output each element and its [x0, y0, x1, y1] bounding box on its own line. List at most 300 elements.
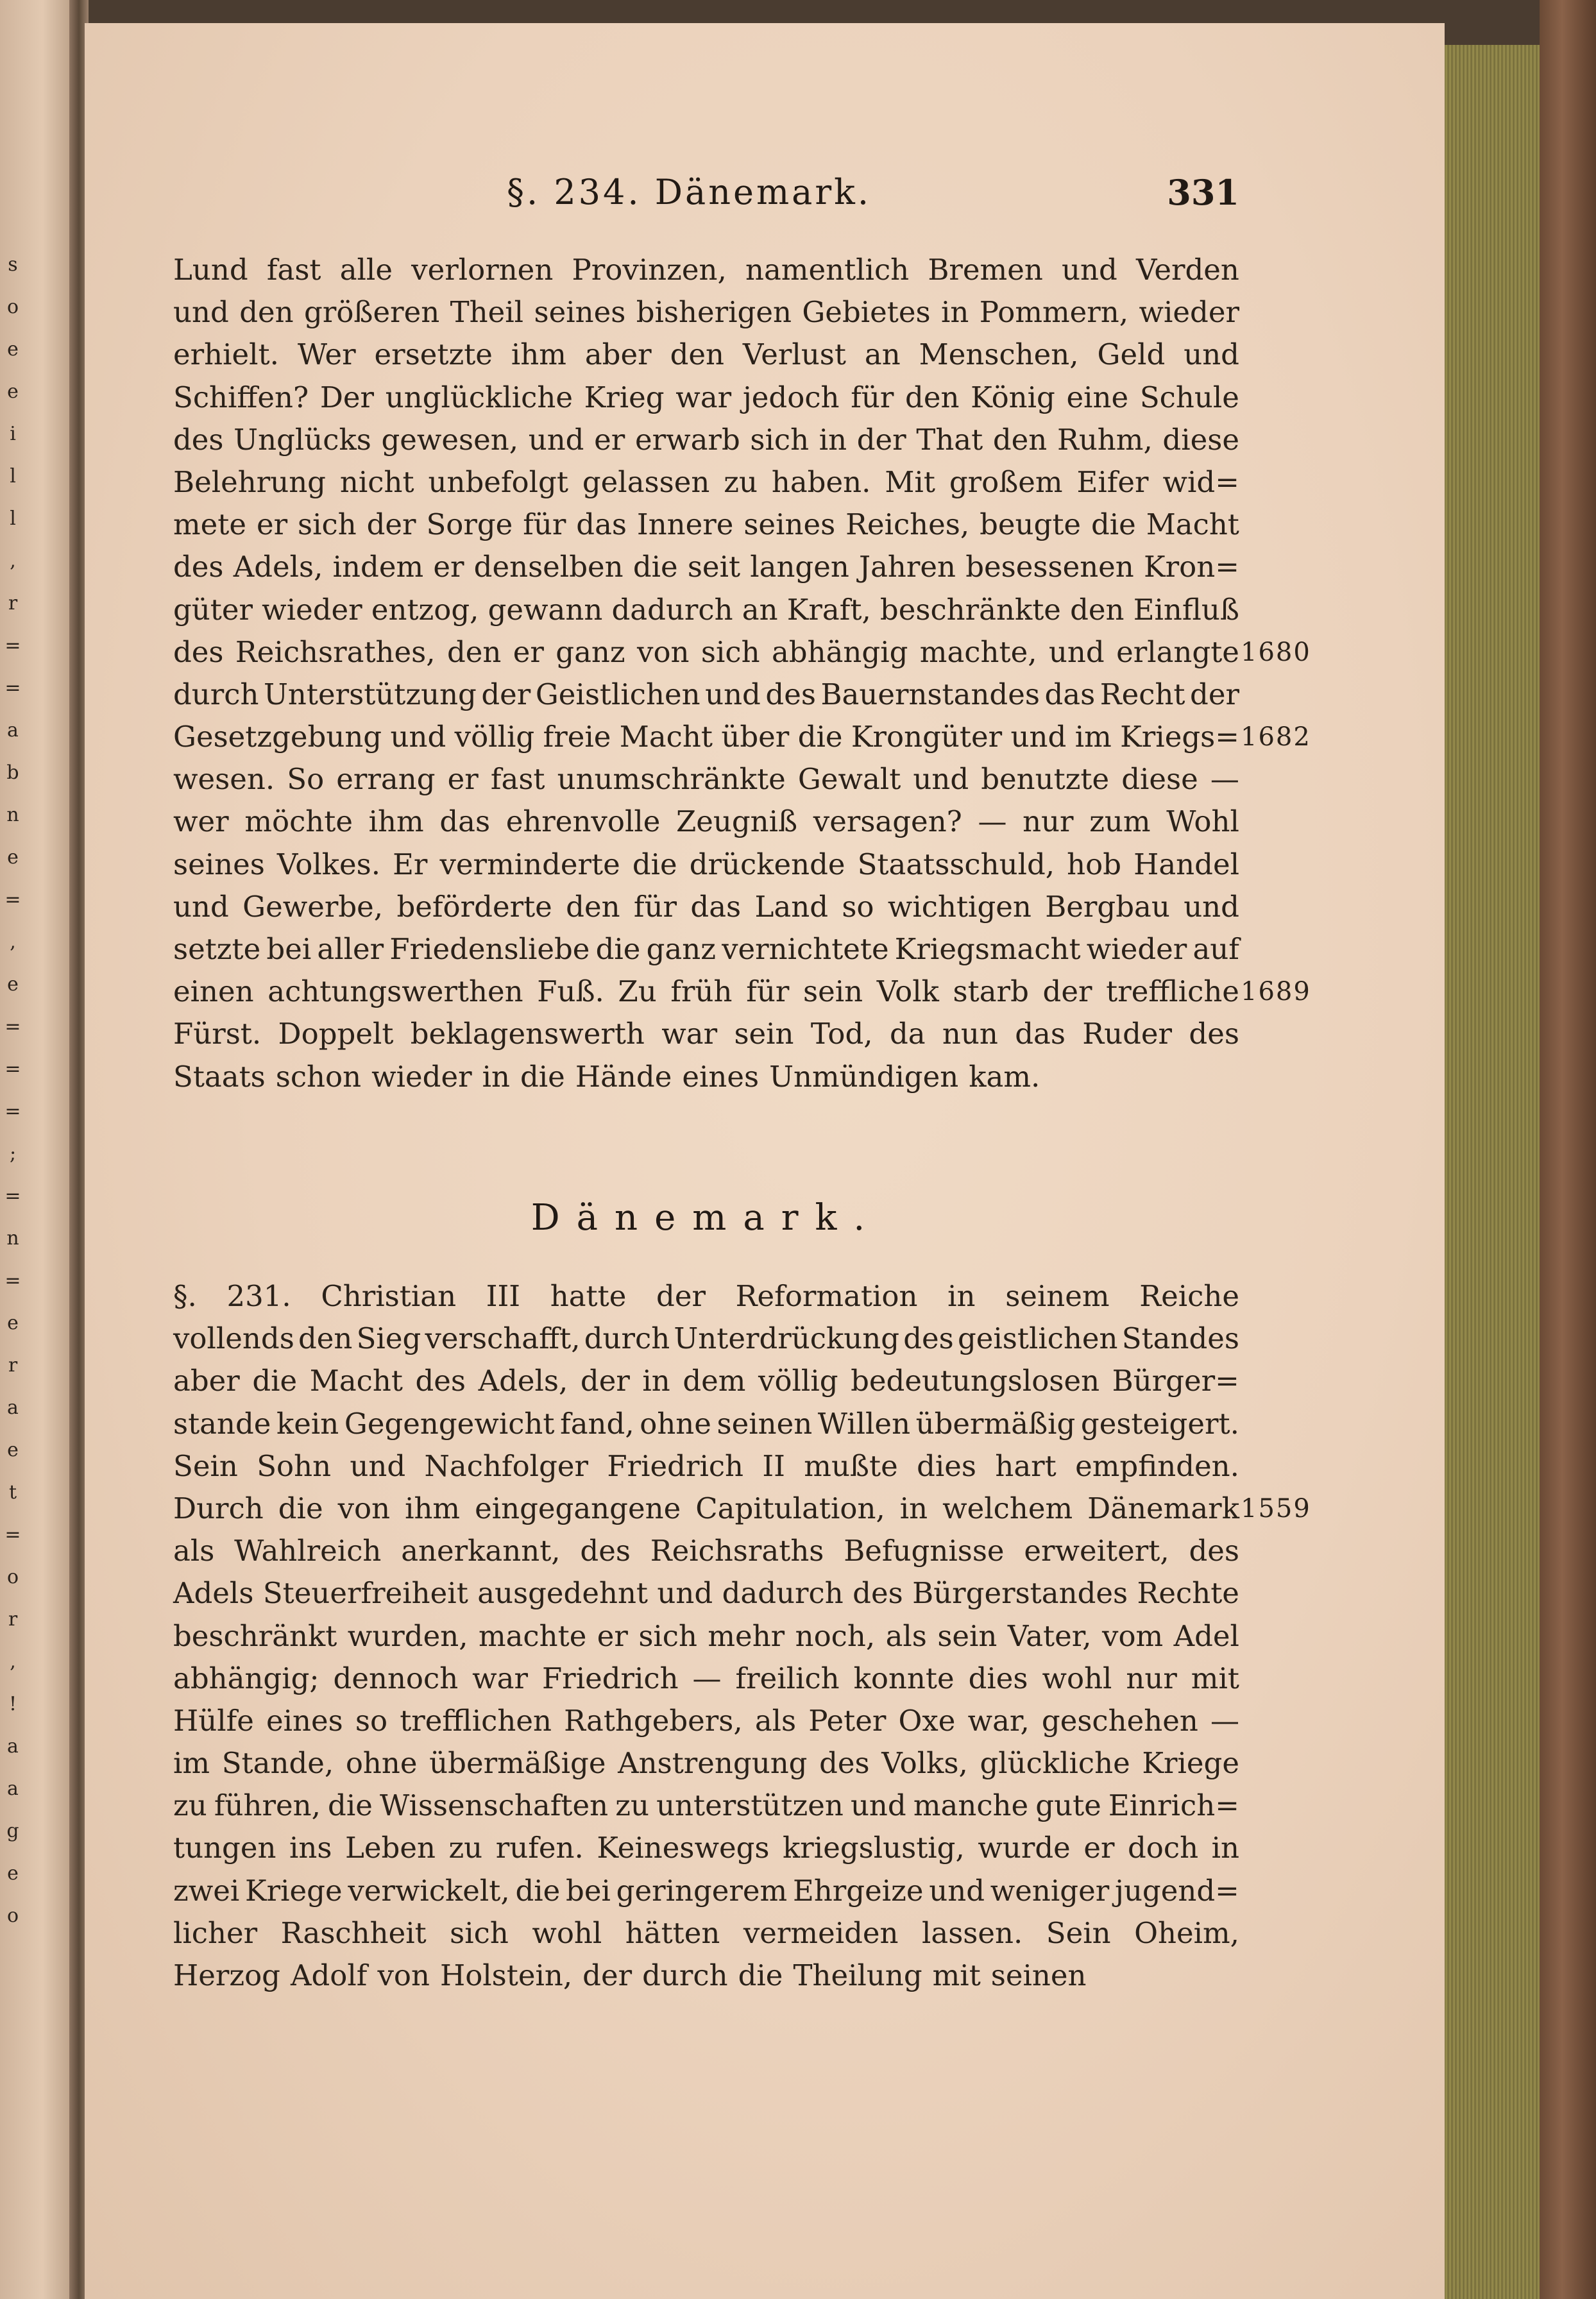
- previous-page-letter: l: [10, 465, 16, 488]
- word: ihm: [511, 337, 566, 372]
- word: II: [762, 1448, 785, 1483]
- word: und: [1062, 253, 1117, 287]
- word: mit: [932, 1958, 981, 1992]
- word: den: [992, 422, 1048, 457]
- word: für: [633, 889, 677, 924]
- word: durch: [642, 1958, 728, 1992]
- word: Doppelt: [278, 1017, 394, 1051]
- word: Bauernstandes: [820, 677, 1040, 711]
- word: der: [1042, 974, 1092, 1009]
- previous-page-letter: t: [8, 1481, 17, 1504]
- word: Ehrgeize: [792, 1873, 924, 1908]
- word: der: [656, 1279, 706, 1313]
- word: der: [481, 677, 531, 711]
- word: er: [513, 634, 544, 669]
- word: eines: [682, 1059, 760, 1094]
- word: —: [692, 1661, 722, 1695]
- word: Reiches,: [845, 507, 970, 542]
- word: er: [1083, 1831, 1115, 1865]
- previous-page-letter: a: [7, 1777, 19, 1800]
- word: in: [482, 1059, 510, 1094]
- word: langen: [750, 550, 849, 584]
- word: namentlich: [745, 253, 910, 287]
- word: gute: [1035, 1788, 1101, 1823]
- word: Zeugniß: [676, 804, 798, 839]
- word: mußte: [804, 1448, 898, 1483]
- word: geschehen: [1041, 1703, 1198, 1738]
- word: Willen: [817, 1406, 911, 1441]
- word: wieder: [1139, 295, 1239, 330]
- word: —: [1210, 1703, 1239, 1738]
- word: der: [366, 507, 416, 542]
- word: seines: [173, 847, 265, 881]
- word: war: [675, 380, 732, 414]
- text-line: [173, 504, 1239, 546]
- previous-page-letter: =: [4, 1058, 21, 1080]
- word: da: [889, 1017, 926, 1051]
- word: so: [355, 1703, 388, 1738]
- previous-page-letter: o: [6, 1905, 19, 1927]
- word: geringerem: [616, 1873, 788, 1908]
- word: Oxe: [898, 1703, 956, 1738]
- word: des: [1189, 1534, 1239, 1568]
- margin-year-note: 1689: [1241, 977, 1311, 1007]
- word: Mit: [885, 464, 935, 499]
- text-line: [173, 758, 1239, 801]
- word: doch: [1128, 1831, 1199, 1865]
- word: sich: [638, 1618, 697, 1653]
- word: völlig: [758, 1364, 838, 1398]
- word: des: [415, 1364, 466, 1398]
- word: den: [670, 337, 724, 372]
- word: diese: [1162, 422, 1239, 457]
- word: Eifer: [1076, 464, 1149, 499]
- text-line: [173, 1785, 1239, 1827]
- running-header-title: §. 234. Dänemark.: [507, 172, 872, 212]
- word: seines: [534, 295, 626, 330]
- text-line: [173, 419, 1239, 461]
- previous-page-letter: e: [7, 846, 19, 869]
- previous-page-letters: [0, 244, 26, 1937]
- word: Friedrich: [607, 1448, 744, 1483]
- word: nicht: [339, 464, 414, 499]
- word: ganz: [556, 634, 625, 669]
- text-line: [173, 631, 1311, 674]
- word: Unglücks: [233, 422, 371, 457]
- word: Schule: [1139, 380, 1239, 414]
- previous-page-letter: =: [4, 1100, 21, 1123]
- word: des: [173, 550, 224, 584]
- word: und: [350, 1448, 406, 1483]
- word: Provinzen,: [572, 253, 727, 287]
- word: verminderte: [439, 847, 620, 881]
- previous-page-letter: =: [4, 1015, 21, 1038]
- word: Keineswegs: [597, 1831, 770, 1865]
- word: Macht: [309, 1364, 403, 1398]
- word: mehr: [708, 1618, 785, 1653]
- text-line: [173, 716, 1311, 758]
- word: seinen: [990, 1958, 1087, 1992]
- word: Der: [319, 380, 375, 414]
- word: und: [850, 1788, 906, 1823]
- word: Kron=: [1143, 550, 1239, 584]
- word: das: [439, 804, 491, 839]
- text-line: [173, 461, 1239, 504]
- word: die: [1091, 507, 1136, 542]
- word: des: [903, 1321, 954, 1356]
- word: güter: [173, 592, 253, 627]
- word: dies: [968, 1661, 1028, 1695]
- text-line: [173, 1700, 1239, 1742]
- word: an: [864, 337, 901, 372]
- word: und: [913, 762, 969, 797]
- word: Recht: [1099, 677, 1185, 711]
- word: in: [1211, 1831, 1239, 1865]
- word: ohne: [345, 1746, 418, 1781]
- word: Innere: [636, 507, 734, 542]
- word: auf: [1193, 932, 1239, 966]
- word: an: [742, 592, 778, 627]
- word: Steuerfreiheit: [262, 1576, 468, 1611]
- word: er: [594, 422, 625, 457]
- word: und: [657, 1576, 713, 1611]
- word: den: [298, 1321, 353, 1356]
- word: und: [528, 422, 584, 457]
- previous-page-letter: ,: [10, 931, 16, 953]
- word: kein: [276, 1406, 339, 1441]
- word: wurde: [978, 1831, 1071, 1865]
- word: der: [582, 1958, 632, 1992]
- word: dadurch: [611, 592, 733, 627]
- word: Gebietes: [802, 295, 931, 330]
- previous-page-letter: n: [6, 1227, 19, 1250]
- word: wid=: [1162, 464, 1239, 499]
- word: Tod,: [810, 1017, 873, 1051]
- word: Christian: [321, 1279, 457, 1313]
- word: geistlichen: [957, 1321, 1118, 1356]
- word: aller: [317, 932, 384, 966]
- previous-page-letter: =: [4, 1185, 21, 1207]
- word: beschränkte: [879, 592, 1061, 627]
- word: Verden: [1135, 253, 1239, 287]
- word: die: [520, 1059, 565, 1094]
- word: im: [1074, 720, 1112, 754]
- word: treffliche: [1106, 974, 1239, 1009]
- word: Befugnisse: [844, 1534, 1005, 1568]
- word: kam.: [969, 1059, 1040, 1094]
- word: Adel: [1173, 1618, 1239, 1653]
- word: Sieg: [356, 1321, 421, 1356]
- word: Staatsschuld,: [857, 847, 1055, 881]
- word: er: [433, 550, 464, 584]
- word: und: [929, 1873, 985, 1908]
- word: die: [515, 1873, 561, 1908]
- previous-page-letter: e: [7, 1312, 19, 1334]
- word: tungen: [173, 1831, 276, 1865]
- word: Pommern,: [979, 295, 1129, 330]
- word: seit: [687, 550, 741, 584]
- word: die: [328, 1788, 373, 1823]
- word: gewesen,: [381, 422, 519, 457]
- word: den: [905, 380, 960, 414]
- word: —: [978, 804, 1007, 839]
- word: Holstein,: [439, 1958, 573, 1992]
- word: glückliche: [980, 1746, 1130, 1781]
- word: seines: [743, 507, 836, 542]
- word: den: [566, 889, 620, 924]
- word: des: [173, 634, 224, 669]
- word: Fuß.: [537, 974, 604, 1009]
- word: dennoch: [333, 1661, 459, 1695]
- word: Peter: [808, 1703, 887, 1738]
- word: jedoch: [742, 380, 840, 414]
- word: Adels,: [478, 1364, 568, 1398]
- word: Hände: [575, 1059, 672, 1094]
- word: welchem: [942, 1491, 1073, 1525]
- word: als: [885, 1618, 927, 1653]
- word: Gewalt: [797, 762, 901, 797]
- previous-page-letter: =: [4, 677, 21, 699]
- word: Krongüter: [851, 720, 1003, 754]
- word: Wohl: [1166, 804, 1239, 839]
- word: gesteigert.: [1080, 1406, 1239, 1441]
- word: Macht: [1146, 507, 1239, 542]
- word: Verlust: [742, 337, 846, 372]
- text-line: [173, 1658, 1239, 1700]
- previous-page-letter: i: [10, 423, 16, 445]
- margin-year-note: 1680: [1241, 637, 1311, 667]
- word: Standes: [1121, 1321, 1239, 1356]
- word: war,: [967, 1703, 1030, 1738]
- word: Nachfolger: [424, 1448, 589, 1483]
- word: dies: [917, 1448, 976, 1483]
- word: Schiffen?: [173, 380, 309, 414]
- word: ausgedehnt: [477, 1576, 649, 1611]
- word: Kriegs=: [1120, 720, 1239, 754]
- previous-page-letter: !: [8, 1693, 17, 1715]
- word: Friedensliebe: [389, 932, 590, 966]
- text-line: [173, 1488, 1311, 1530]
- text-line: [173, 291, 1239, 334]
- word: sein: [937, 1618, 998, 1653]
- word: setzte: [173, 932, 261, 966]
- word: verschafft,: [425, 1321, 581, 1356]
- word: in: [899, 1491, 928, 1525]
- word: hart: [995, 1448, 1057, 1483]
- word: zwei: [173, 1873, 240, 1908]
- previous-page-letter: ,: [10, 550, 16, 572]
- word: Bremen: [928, 253, 1043, 287]
- text-line: [173, 1827, 1239, 1869]
- word: des: [853, 1576, 903, 1611]
- previous-page-letter: b: [6, 761, 19, 784]
- word: für: [851, 380, 894, 414]
- word: Wer: [297, 337, 356, 372]
- word: den: [1070, 592, 1125, 627]
- word: eine: [1066, 380, 1129, 414]
- word: wieder: [371, 1059, 472, 1094]
- text-line: [173, 886, 1239, 928]
- word: Sein: [173, 1448, 238, 1483]
- word: Reformation: [735, 1279, 918, 1313]
- previous-page-letter: =: [4, 1523, 21, 1546]
- word: des: [1189, 1017, 1239, 1051]
- word: bisherigen: [636, 295, 792, 330]
- word: Reichsraths: [650, 1534, 824, 1568]
- text-line: [173, 1912, 1239, 1955]
- text-line: [173, 674, 1239, 716]
- word: zum: [1089, 804, 1151, 839]
- word: nun: [942, 1017, 998, 1051]
- word: Vater,: [1007, 1618, 1092, 1653]
- text-line: [173, 589, 1239, 631]
- word: für: [746, 974, 790, 1009]
- word: sein: [803, 974, 863, 1009]
- word: beklagenswerth: [410, 1017, 645, 1051]
- word: Kriegsmacht: [894, 932, 1081, 966]
- word: Hülfe: [173, 1703, 254, 1738]
- word: vernichtete: [722, 932, 889, 966]
- word: Kriege: [245, 1873, 343, 1908]
- word: größeren: [304, 295, 440, 330]
- word: bei: [266, 932, 312, 966]
- word: der: [580, 1364, 630, 1398]
- word: seinen: [717, 1406, 813, 1441]
- word: Rechte: [1137, 1576, 1239, 1611]
- word: und: [1010, 720, 1067, 754]
- word: lassen.: [921, 1915, 1023, 1950]
- word: zu: [724, 464, 758, 499]
- word: jugend=: [1115, 1873, 1239, 1908]
- text-line: [173, 546, 1239, 588]
- text-line: [173, 1572, 1239, 1615]
- word: besessenen: [965, 550, 1134, 584]
- text-line: [173, 801, 1239, 843]
- word: Sein: [1046, 1915, 1111, 1950]
- word: erhielt.: [173, 337, 279, 372]
- text-line: [173, 1742, 1239, 1785]
- word: abhängig;: [173, 1661, 319, 1695]
- previous-page-letter: =: [4, 888, 21, 911]
- word: machte,: [919, 634, 1037, 669]
- word: beschränkt: [173, 1618, 337, 1653]
- previous-page-letter: l: [10, 507, 16, 530]
- word: Ruder: [1082, 1017, 1173, 1051]
- word: sich: [298, 507, 357, 542]
- book-cover-edge: [1540, 0, 1596, 2299]
- word: und: [173, 889, 229, 924]
- word: Oheim,: [1134, 1915, 1239, 1950]
- word: zu: [448, 1831, 483, 1865]
- word: Adolf: [291, 1958, 368, 1992]
- word: wohl: [532, 1915, 602, 1950]
- previous-page-letter: =: [4, 634, 21, 657]
- word: durch: [584, 1321, 670, 1356]
- word: bei: [566, 1873, 611, 1908]
- word: mete: [173, 507, 247, 542]
- word: ins: [289, 1831, 332, 1865]
- word: Reichsrathes,: [235, 634, 436, 669]
- word: Krieg: [584, 380, 665, 414]
- word: von: [377, 1958, 430, 1992]
- previous-page-letter: s: [8, 253, 18, 276]
- previous-page-letter: r: [8, 1354, 18, 1377]
- word: war: [472, 1661, 529, 1695]
- word: völlig: [454, 720, 535, 754]
- word: Menschen,: [919, 337, 1079, 372]
- word: Geistlichen: [535, 677, 700, 711]
- word: ersetzte: [374, 337, 493, 372]
- previous-page-letter: e: [7, 1862, 19, 1885]
- previous-page-letter: =: [4, 1269, 21, 1292]
- word: fast: [266, 253, 321, 287]
- word: schon: [275, 1059, 362, 1094]
- word: That: [916, 422, 983, 457]
- word: Capitulation,: [695, 1491, 885, 1525]
- word: sich: [700, 634, 760, 669]
- word: seinem: [1005, 1279, 1110, 1313]
- paragraph-continuation: [173, 249, 1311, 1098]
- word: entzog,: [371, 592, 479, 627]
- previous-page-letter: r: [8, 1608, 18, 1631]
- word: übermäßige: [429, 1746, 606, 1781]
- previous-page-letter: n: [6, 804, 19, 826]
- word: ihm: [368, 804, 424, 839]
- word: das: [1044, 677, 1096, 711]
- word: von: [337, 1491, 391, 1525]
- word: Adels,: [233, 550, 323, 584]
- word: Ruhm,: [1057, 422, 1153, 457]
- margin-year-note: 1682: [1241, 722, 1311, 752]
- word: dem: [683, 1364, 746, 1398]
- word: er: [256, 507, 288, 542]
- word: Raschheit: [280, 1915, 427, 1950]
- word: erlangte: [1116, 634, 1239, 669]
- word: Dänemark: [1087, 1491, 1239, 1525]
- word: weniger: [990, 1873, 1110, 1908]
- word: für: [523, 507, 566, 542]
- previous-page-letter: a: [7, 1735, 19, 1758]
- previous-page-letter: e: [7, 1439, 19, 1461]
- word: in: [819, 422, 847, 457]
- text-line: [173, 1056, 1239, 1098]
- word: Adels: [173, 1576, 254, 1611]
- word: im: [173, 1746, 210, 1781]
- word: war: [661, 1017, 718, 1051]
- word: Bürger=: [1112, 1364, 1239, 1398]
- previous-page-letter: ,: [10, 1650, 16, 1673]
- word: vom: [1102, 1618, 1164, 1653]
- word: über: [721, 720, 790, 754]
- word: unglückliche: [385, 380, 573, 414]
- word: großem: [949, 464, 1063, 499]
- text-line: [173, 249, 1239, 291]
- word: den: [446, 634, 502, 669]
- word: und: [1184, 337, 1239, 372]
- word: Gegengewicht: [344, 1406, 555, 1441]
- word: bedeutungslosen: [851, 1364, 1100, 1398]
- word: Theilung: [793, 1958, 922, 1992]
- word: beugte: [980, 507, 1082, 542]
- word: Staats: [173, 1059, 266, 1094]
- word: benutzte: [981, 762, 1110, 797]
- text-line: [173, 1870, 1239, 1912]
- word: kriegslustig,: [783, 1831, 965, 1865]
- word: des: [765, 677, 816, 711]
- word: die: [632, 847, 677, 881]
- word: erweitert,: [1024, 1534, 1169, 1568]
- word: beförderte: [396, 889, 552, 924]
